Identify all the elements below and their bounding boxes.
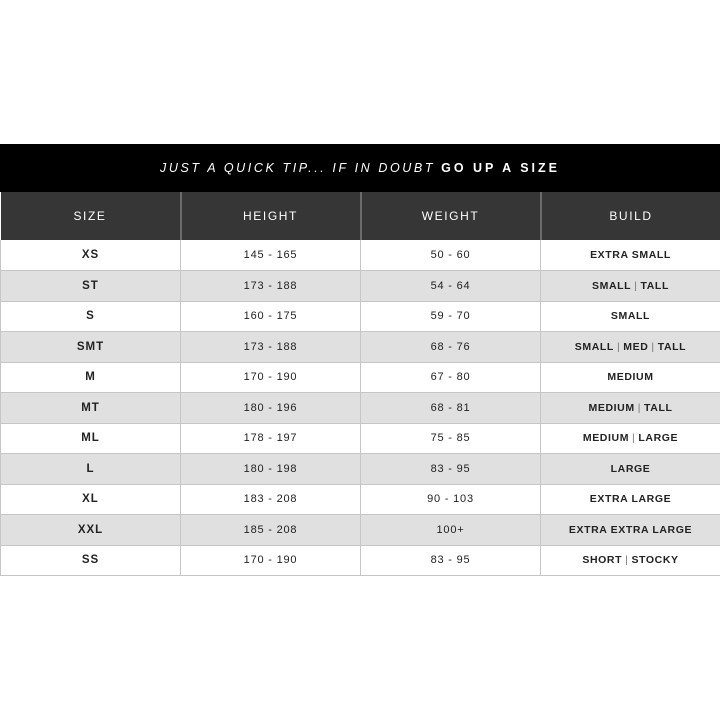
table-row <box>1 454 720 485</box>
column-header-build: BUILD <box>541 192 720 240</box>
table-row <box>1 393 720 424</box>
size-cell: MT <box>1 393 181 424</box>
height-cell: 170 - 190 <box>181 362 361 393</box>
size-table <box>0 192 720 576</box>
height-cell: 160 - 175 <box>181 301 361 332</box>
build-term: MEDIUM <box>588 401 635 414</box>
column-header-size: SIZE <box>1 192 181 240</box>
size-cell: SMT <box>1 332 181 363</box>
table-row <box>1 423 720 454</box>
build-term: TALL <box>644 401 673 414</box>
column-header-height: HEIGHT <box>181 192 361 240</box>
table-body <box>1 240 720 576</box>
build-term: EXTRA EXTRA LARGE <box>568 523 693 536</box>
build-cell <box>541 301 720 332</box>
build-term: LARGE <box>638 432 679 445</box>
weight-cell: 50 - 60 <box>361 240 541 271</box>
build-separator: | <box>625 554 629 567</box>
size-cell: M <box>1 362 181 393</box>
table-row <box>1 545 720 576</box>
height-cell: 183 - 208 <box>181 484 361 515</box>
table-row <box>1 271 720 302</box>
build-cell <box>541 393 720 424</box>
table-row <box>1 332 720 363</box>
table-row <box>1 362 720 393</box>
build-cell <box>541 515 720 546</box>
build-separator: | <box>637 401 642 414</box>
build-cell <box>541 332 720 363</box>
tip-emphasis: GO UP A SIZE <box>441 161 560 175</box>
size-cell: XS <box>1 240 181 271</box>
build-term: LARGE <box>610 462 651 475</box>
size-cell: ML <box>1 423 181 454</box>
build-cell <box>541 240 720 271</box>
weight-cell: 68 - 76 <box>361 332 541 363</box>
height-cell: 173 - 188 <box>181 332 361 363</box>
height-cell: 173 - 188 <box>181 271 361 302</box>
height-cell: 180 - 198 <box>181 454 361 485</box>
build-term: SHORT <box>582 554 623 567</box>
build-cell <box>541 271 720 302</box>
weight-cell: 90 - 103 <box>361 484 541 515</box>
size-cell: XXL <box>1 515 181 546</box>
weight-cell: 100+ <box>361 515 541 546</box>
height-cell: 145 - 165 <box>181 240 361 271</box>
column-header-weight: WEIGHT <box>361 192 541 240</box>
build-term: SMALL <box>574 340 614 353</box>
build-separator: | <box>616 340 621 353</box>
weight-cell: 59 - 70 <box>361 301 541 332</box>
build-term: SMALL <box>610 310 651 323</box>
build-separator: | <box>634 279 638 292</box>
build-term: SMALL <box>592 279 632 292</box>
height-cell: 170 - 190 <box>181 545 361 576</box>
build-separator: | <box>651 340 655 353</box>
header-row <box>1 192 720 240</box>
table-row <box>1 484 720 515</box>
table-row <box>1 240 720 271</box>
weight-cell: 67 - 80 <box>361 362 541 393</box>
build-term: EXTRA LARGE <box>589 493 672 506</box>
size-cell: L <box>1 454 181 485</box>
build-term: TALL <box>640 279 669 292</box>
build-separator: | <box>632 432 636 445</box>
tip-banner <box>0 144 720 192</box>
build-term: EXTRA SMALL <box>590 249 671 261</box>
build-cell <box>541 423 720 454</box>
build-term: TALL <box>657 340 687 353</box>
weight-cell: 75 - 85 <box>361 423 541 454</box>
build-cell <box>541 545 720 576</box>
weight-cell: 54 - 64 <box>361 271 541 302</box>
height-cell: 180 - 196 <box>181 393 361 424</box>
size-cell: SS <box>1 545 181 576</box>
build-term: MED <box>623 340 649 353</box>
build-cell <box>541 362 720 393</box>
table-row <box>1 515 720 546</box>
table-row <box>1 301 720 332</box>
weight-cell: 83 - 95 <box>361 454 541 485</box>
build-cell <box>541 484 720 515</box>
size-cell: S <box>1 301 181 332</box>
tip-text: JUST A QUICK TIP... IF IN DOUBT <box>160 161 436 175</box>
weight-cell: 83 - 95 <box>361 545 541 576</box>
build-term: MEDIUM <box>582 432 630 445</box>
size-cell: ST <box>1 271 181 302</box>
height-cell: 185 - 208 <box>181 515 361 546</box>
size-chart <box>0 144 720 576</box>
build-term: MEDIUM <box>607 371 654 384</box>
height-cell: 178 - 197 <box>181 423 361 454</box>
build-term: STOCKY <box>631 554 679 567</box>
build-cell <box>541 454 720 485</box>
weight-cell: 68 - 81 <box>361 393 541 424</box>
size-cell: XL <box>1 484 181 515</box>
